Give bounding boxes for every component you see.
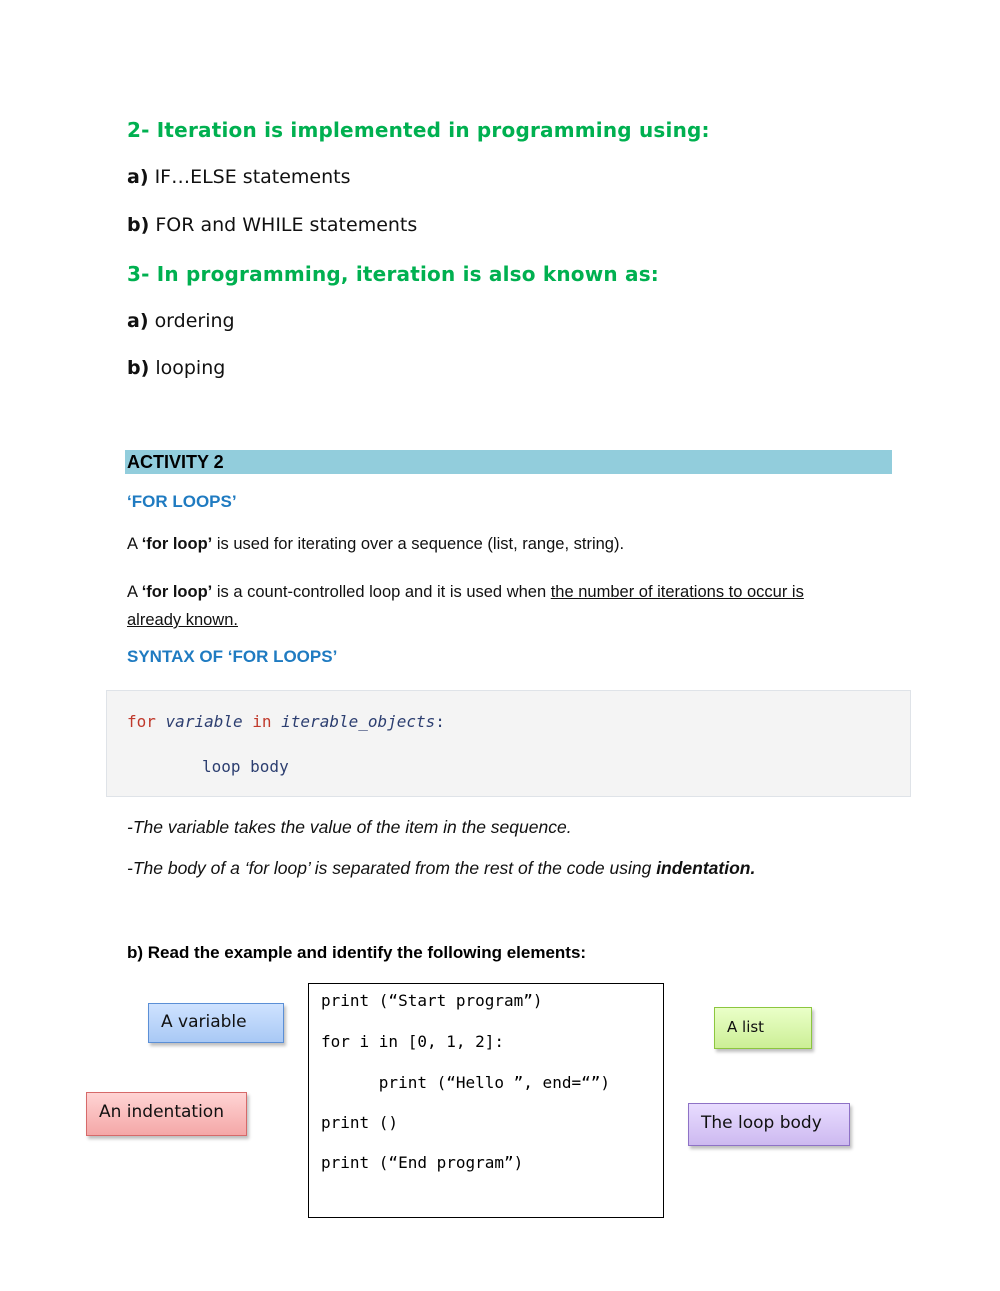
for-loop-definition	[127, 535, 624, 554]
example-code-box	[308, 983, 664, 1218]
exercise-heading: b) Read the example and identify the following elements:	[127, 943, 587, 962]
text-span: A	[127, 583, 142, 601]
option-key: b)	[127, 357, 150, 379]
syntax-colon: :	[435, 712, 445, 731]
bold-term: ‘for loop’	[141, 583, 213, 601]
label-the-loop-body[interactable]: The loop body	[688, 1103, 850, 1146]
label-a-variable[interactable]: A variable	[148, 1003, 284, 1043]
option-key: a)	[127, 310, 149, 332]
question-2-option-a[interactable]	[127, 166, 351, 188]
option-text: looping	[155, 357, 226, 379]
for-loops-subtitle: ‘FOR LOOPS’	[127, 492, 237, 511]
for-loop-count-controlled	[127, 578, 887, 634]
text-span: A	[127, 535, 142, 553]
option-key: a)	[127, 166, 149, 188]
code-line: print (“Hello ”, end=“”)	[321, 1073, 610, 1092]
bold-term: ‘for loop’	[141, 535, 213, 553]
syntax-variable: variable	[165, 712, 243, 731]
code-line: for i in [0, 1, 2]:	[321, 1032, 505, 1051]
option-key: b)	[127, 214, 150, 236]
note-indentation	[127, 858, 755, 879]
text-span: is a count-controlled loop and it is used when	[212, 583, 551, 601]
syntax-line-1	[127, 712, 445, 731]
option-text: ordering	[154, 310, 235, 332]
question-3-option-a[interactable]	[127, 310, 235, 332]
underlined-text: the number of iterations to occur is	[550, 583, 804, 601]
keyword-in: in	[252, 712, 272, 731]
code-line: print (“Start program”)	[321, 991, 543, 1010]
question-3-heading: 3- In programming, iteration is also known as:	[127, 262, 660, 286]
code-line: print (“End program”)	[321, 1153, 524, 1172]
label-a-list[interactable]: A list	[714, 1007, 812, 1049]
note-variable: -The variable takes the value of the item in the sequence.	[127, 817, 572, 837]
activity-title-bar	[125, 450, 892, 474]
code-line: print ()	[321, 1113, 399, 1132]
text-span: -The body of a ‘for loop’ is separated from the rest of the code using	[127, 858, 657, 878]
label-an-indentation[interactable]: An indentation	[86, 1092, 247, 1136]
underlined-text: already known.	[127, 611, 238, 629]
text-span: is used for iterating over a sequence (list, range, string).	[212, 535, 625, 553]
syntax-iterable: iterable_objects	[281, 712, 436, 731]
keyword-for: for	[127, 712, 156, 731]
activity-title: ACTIVITY 2	[127, 452, 224, 472]
syntax-heading: SYNTAX OF ‘FOR LOOPS’	[127, 647, 338, 666]
syntax-code-panel	[106, 690, 911, 797]
question-3-option-b[interactable]	[127, 357, 225, 379]
question-2-option-b[interactable]	[127, 214, 417, 236]
option-text: FOR and WHILE statements	[155, 214, 418, 236]
question-2-heading: 2- Iteration is implemented in programming using:	[127, 118, 710, 142]
bold-term: indentation.	[656, 858, 756, 878]
syntax-loop-body: loop body	[202, 757, 289, 776]
option-text: IF…ELSE statements	[154, 166, 351, 188]
